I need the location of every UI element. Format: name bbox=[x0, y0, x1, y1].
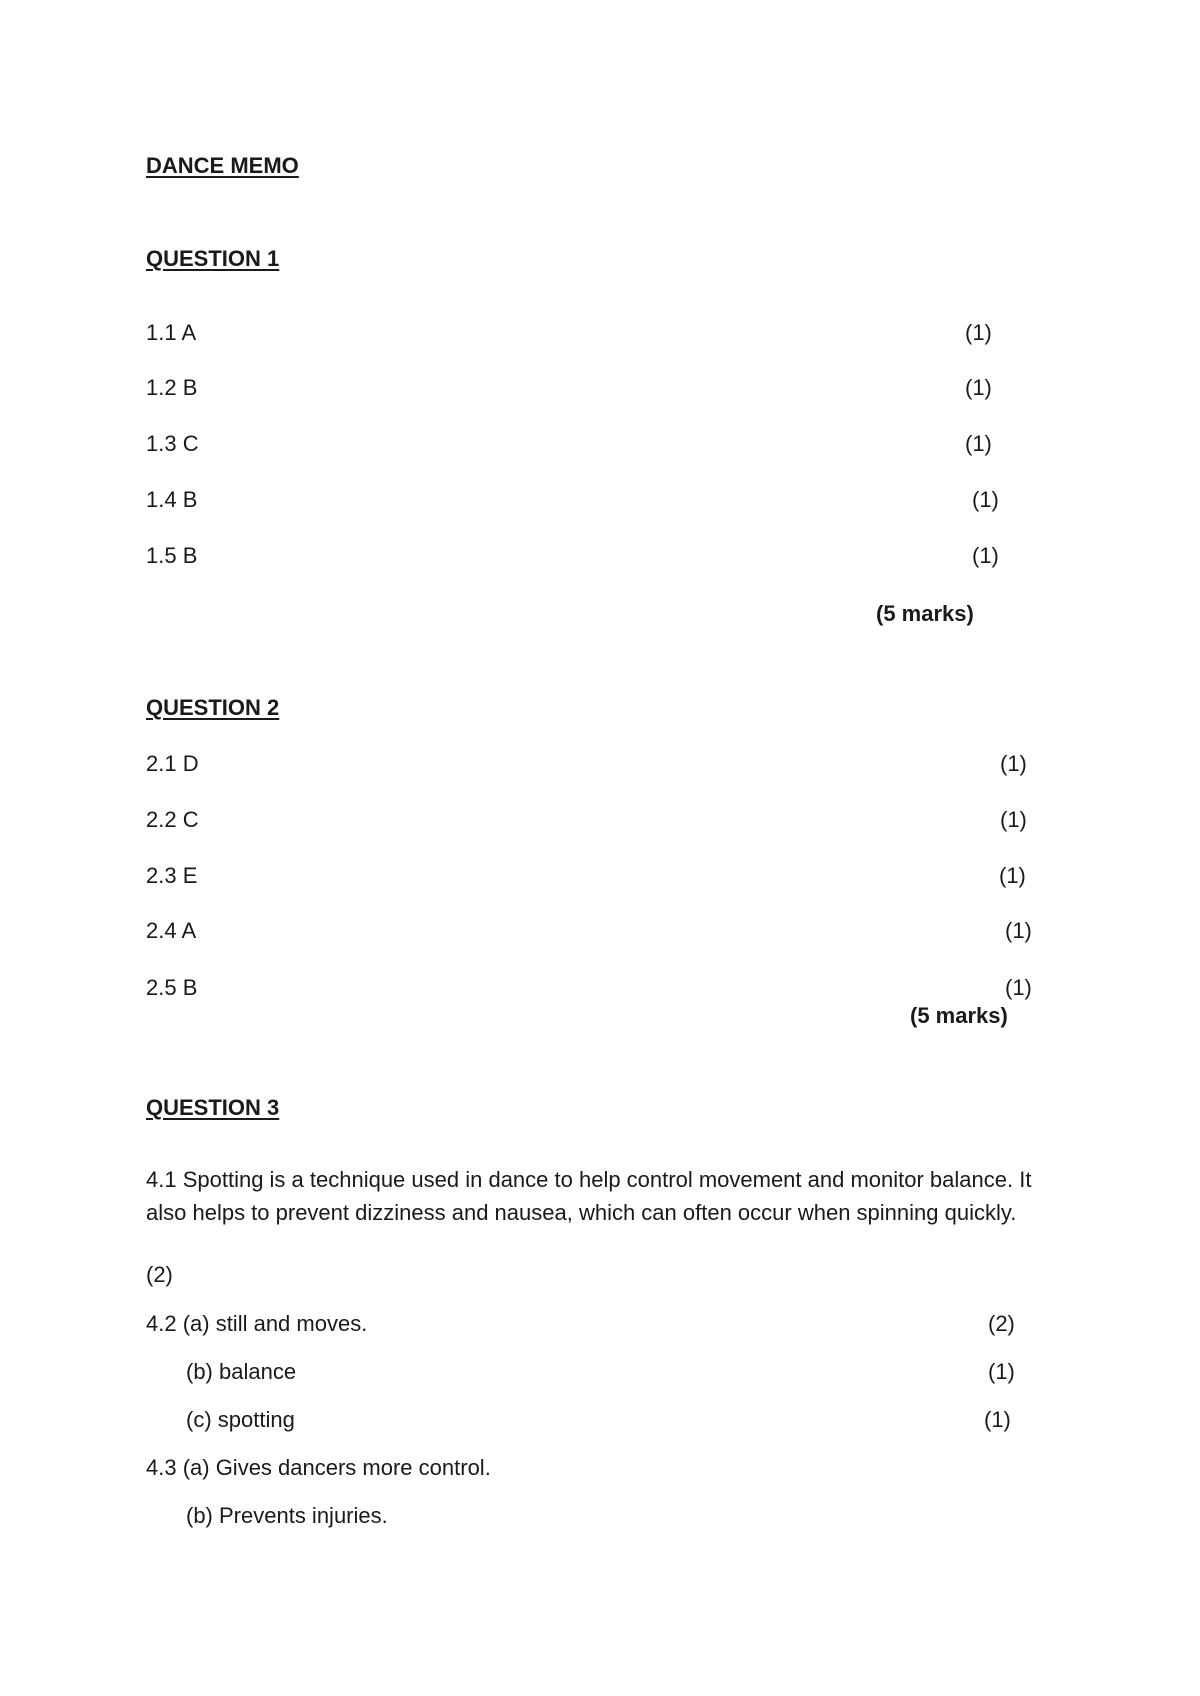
answer-1-4: 1.4 B bbox=[146, 487, 198, 512]
mark-1-4: (1) bbox=[972, 487, 999, 512]
answer-2-5: 2.5 B bbox=[146, 975, 198, 1000]
mark-4-1: (2) bbox=[146, 1262, 173, 1287]
question-1-total: (5 marks) bbox=[876, 601, 974, 626]
mark-1-1: (1) bbox=[965, 320, 992, 345]
answer-1-2: 1.2 B bbox=[146, 375, 198, 400]
answer-1-5: 1.5 B bbox=[146, 543, 198, 568]
mark-2-3: (1) bbox=[999, 863, 1026, 888]
mark-1-2: (1) bbox=[965, 375, 992, 400]
answer-2-1: 2.1 D bbox=[146, 751, 199, 776]
question-2-total: (5 marks) bbox=[910, 1003, 1008, 1028]
mark-4-2b: (1) bbox=[988, 1359, 1015, 1384]
answer-4-2b: (b) balance bbox=[186, 1359, 297, 1384]
mark-4-2c: (1) bbox=[984, 1407, 1011, 1432]
answer-4-3a: 4.3 (a) Gives dancers more control. bbox=[146, 1455, 491, 1480]
document-title: DANCE MEMO bbox=[146, 153, 299, 178]
answer-2-4: 2.4 A bbox=[146, 918, 197, 943]
mark-1-5: (1) bbox=[972, 543, 999, 568]
answer-4-3b: (b) Prevents injuries. bbox=[186, 1503, 388, 1528]
question-1-heading: QUESTION 1 bbox=[146, 246, 280, 271]
mark-4-2a: (2) bbox=[988, 1311, 1015, 1336]
answer-2-2: 2.2 C bbox=[146, 807, 199, 832]
question-2-heading: QUESTION 2 bbox=[146, 695, 280, 720]
answer-4-1: 4.1 Spotting is a technique used in dance to help control movement and monitor balance. It also helps to prevent dizziness and nausea, which can often occur when spinning quickly. bbox=[146, 1167, 1032, 1225]
answer-4-2c: (c) spotting bbox=[186, 1407, 295, 1432]
answer-1-3: 1.3 C bbox=[146, 431, 199, 456]
mark-2-1: (1) bbox=[1000, 751, 1027, 776]
mark-2-2: (1) bbox=[1000, 807, 1027, 832]
mark-2-5: (1) bbox=[1005, 975, 1032, 1000]
answer-4-2a: 4.2 (a) still and moves. bbox=[146, 1311, 368, 1336]
mark-2-4: (1) bbox=[1005, 918, 1032, 943]
question-3-heading: QUESTION 3 bbox=[146, 1095, 280, 1120]
mark-1-3: (1) bbox=[965, 431, 992, 456]
answer-1-1: 1.1 A bbox=[146, 320, 197, 345]
answer-2-3: 2.3 E bbox=[146, 863, 198, 888]
